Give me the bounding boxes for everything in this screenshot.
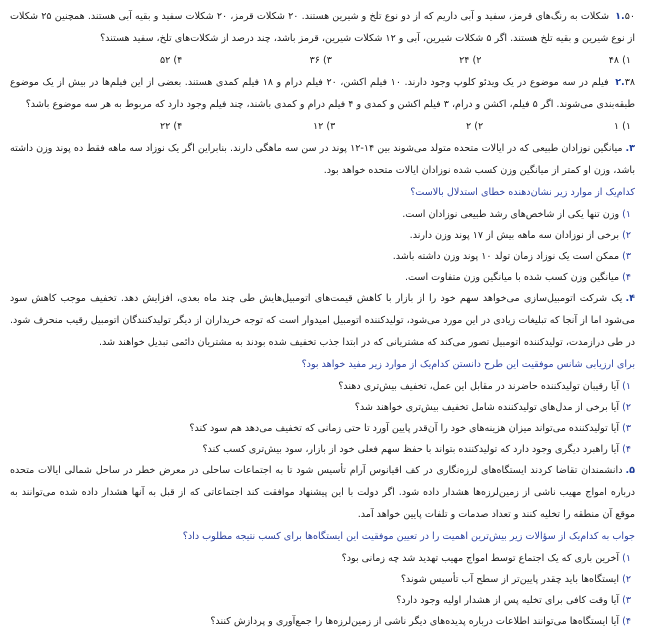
question-3-number: ۳. — [625, 143, 635, 154]
option-1[interactable]: ۱)آیا رقیبان تولیدکننده حاضرند در مقابل این عمل، تخفیف بیش‌تری دهند؟ — [338, 381, 631, 392]
question-3 — [10, 138, 635, 288]
option-4[interactable]: ۴) ۵۲ — [160, 55, 183, 66]
option-3[interactable]: ۳) ۱۲ — [313, 121, 336, 132]
question-4-number: ۴. — [625, 293, 635, 304]
option-2[interactable]: ۲)ایستگاه‌ها باید چقدر پایین‌تر از سطح آب تأسیس شوند؟ — [400, 574, 631, 585]
question-5 — [10, 460, 635, 632]
option-2[interactable]: ۲) ۲۴ — [459, 55, 482, 66]
question-2-options — [10, 116, 635, 138]
question-1-number: ۱. — [615, 11, 625, 22]
option-3[interactable]: ۳)آیا وقت کافی برای تخلیه پس از هشدار اولیه وجود دارد؟ — [396, 595, 631, 606]
option-4[interactable]: ۴)آیا راهبرد دیگری وجود دارد که تولیدکننده بتواند با حفظ سهم فعلی خود از بازار، سود بیش‌تری کسب کند؟ — [202, 444, 631, 455]
option-4[interactable]: ۴)میانگین وزن کسب شده با میانگین وزن متفاوت است. — [404, 272, 631, 283]
question-3-text: ۳.میانگین نوزادان طبیعی که در ایالات متحده متولد می‌شوند بین ۱۴-۱۲ پوند در سن سه ماهگی دارند. بنابراین اگر یک نوزاد سه ماهه فقط ده پوند وزن داشته باشد، وزن او کمتر از میانگین وزن کسب شده نوزادان ایالات متحده خواهد بود. — [10, 143, 635, 176]
option-4[interactable]: ۴) ۲۲ — [160, 121, 183, 132]
option-4[interactable]: ۴)آیا ایستگاه‌ها می‌توانند اطلاعات درباره پدیده‌های دیگر ناشی از زمین‌لرزه‌ها را جمع‌آوری و پردازش کنند؟ — [210, 616, 631, 627]
question-4 — [10, 288, 635, 460]
question-5-prompt: جواب به کدام‌یک از سؤالات زیر بیش‌ترین اهمیت را در تعیین موفقیت این ایستگاه‌ها برای کسب نتیجه مطلوب داد؟ — [182, 531, 635, 542]
question-1-options — [10, 50, 635, 72]
question-4-prompt: برای ارزیابی شانس موفقیت این طرح دانستن کدام‌یک از موارد زیر مفید خواهد بود؟ — [301, 359, 635, 370]
question-1 — [10, 6, 635, 72]
question-5-number: ۵. — [625, 465, 635, 476]
question-4-text: ۴.یک شرکت اتومبیل‌سازی می‌خواهد سهم خود را از بازار با کاهش قیمت‌های اتومبیل‌هایش طی چند ماه بعدی، افزایش دهد. تخفیف موجب کاهش سود می‌شود اما از آنجا که تبلیغات زیادی در این مورد می‌شود، تولیدکننده اتومبیل امیدوار است که توجه خریداران از دیگر تولیدکنندگان اتومبیل رقیب منحرف شود. در طی درازمدت، تولیدکننده اتومبیل تصور می‌کند که مشتریانی که در ابتدا جذب تخفیف شده بودند به مشتریان دائمی تبدیل خواهند شد. — [10, 293, 635, 348]
option-2[interactable]: ۲)برخی از نوزادان سه ماهه بیش از ۱۷ پوند وزن دارند. — [409, 230, 631, 241]
option-1[interactable]: ۱) ۱ — [613, 121, 631, 132]
option-1[interactable]: ۱)آخرین باری که یک اجتماع توسط امواج مهیب تهدید شد چه زمانی بود؟ — [341, 553, 631, 564]
option-2[interactable]: ۲)آیا برخی از مدل‌های تولیدکننده شامل تخفیف بیش‌تری خواهند شد؟ — [354, 402, 631, 413]
question-2-text: ۲.۳۸ فیلم در سه موضوع در یک ویدئو کلوپ وجود دارند. ۱۰ فیلم اکشن، ۲۰ فیلم درام و ۱۸ فیلم کمدی هستند. بعضی از این فیلم‌ها در بیش از یک موضوع طبقه‌بندی می‌شوند. اگر ۵ فیلم، اکشن و درام، ۳ فیلم اکشن و کمدی و ۴ فیلم درام و کمدی باشند، چند فیلم وجود دارد که مربوط به هر سه موضوع باشد؟ — [10, 77, 636, 110]
option-1[interactable]: ۱) ۴۸ — [608, 55, 631, 66]
option-3[interactable]: ۳)آیا تولیدکننده می‌تواند میزان هزینه‌های خود را آن‌قدر پایین آورد تا حتی زمانی که تخفیف می‌دهد هم سود کند؟ — [189, 423, 631, 434]
question-1-text: ۱.۵۰ شکلات به رنگ‌های قرمز، سفید و آبی داریم که از دو نوع تلخ و شیرین هستند. ۲۰ شکلات قرمز، ۲۰ شکلات سفید و بقیه آبی هستند. همچنین ۲۵ شکلات از نوع شیرین و بقیه تلخ هستند. اگر ۵ شکلات شیرین، آبی و ۱۲ شکلات شیرین، قرمز باشد، چند درصد از شکلات‌های تلخ، سفید هستند؟ — [10, 11, 635, 44]
question-3-prompt: کدام‌یک از موارد زیر نشان‌دهنده خطای استدلال بالاست؟ — [410, 187, 635, 198]
option-2[interactable]: ۲) ۲ — [466, 121, 484, 132]
option-3[interactable]: ۳) ۳۶ — [309, 55, 332, 66]
question-5-text: ۵.دانشمندان تقاضا کردند ایستگاه‌های لرزه‌نگاری در کف اقیانوس آرام تأسیس شود تا به اجتماعات ساحلی در معرض خطر در ساحل شمالی ایالات متحده درباره امواج مهیب ناشی از زمین‌لرزه‌ها هشدار داده شود. اگر دولت با این پیشنهاد موافقت کند اجتماعاتی که از قبل به آنها هشدار داده شده می‌توانند به موقع آن منطقه را تخلیه کنند و تعداد صدمات و تلفات پایین خواهد آمد. — [10, 465, 635, 520]
option-1[interactable]: ۱)وزن تنها یکی از شاخص‌های رشد طبیعی نوزادان است. — [402, 209, 631, 220]
option-3[interactable]: ۳)ممکن است یک نوزاد زمان تولد ۱۰ پوند وزن داشته باشد. — [392, 251, 631, 262]
question-2 — [10, 72, 635, 138]
question-2-number: ۲. — [615, 77, 625, 88]
